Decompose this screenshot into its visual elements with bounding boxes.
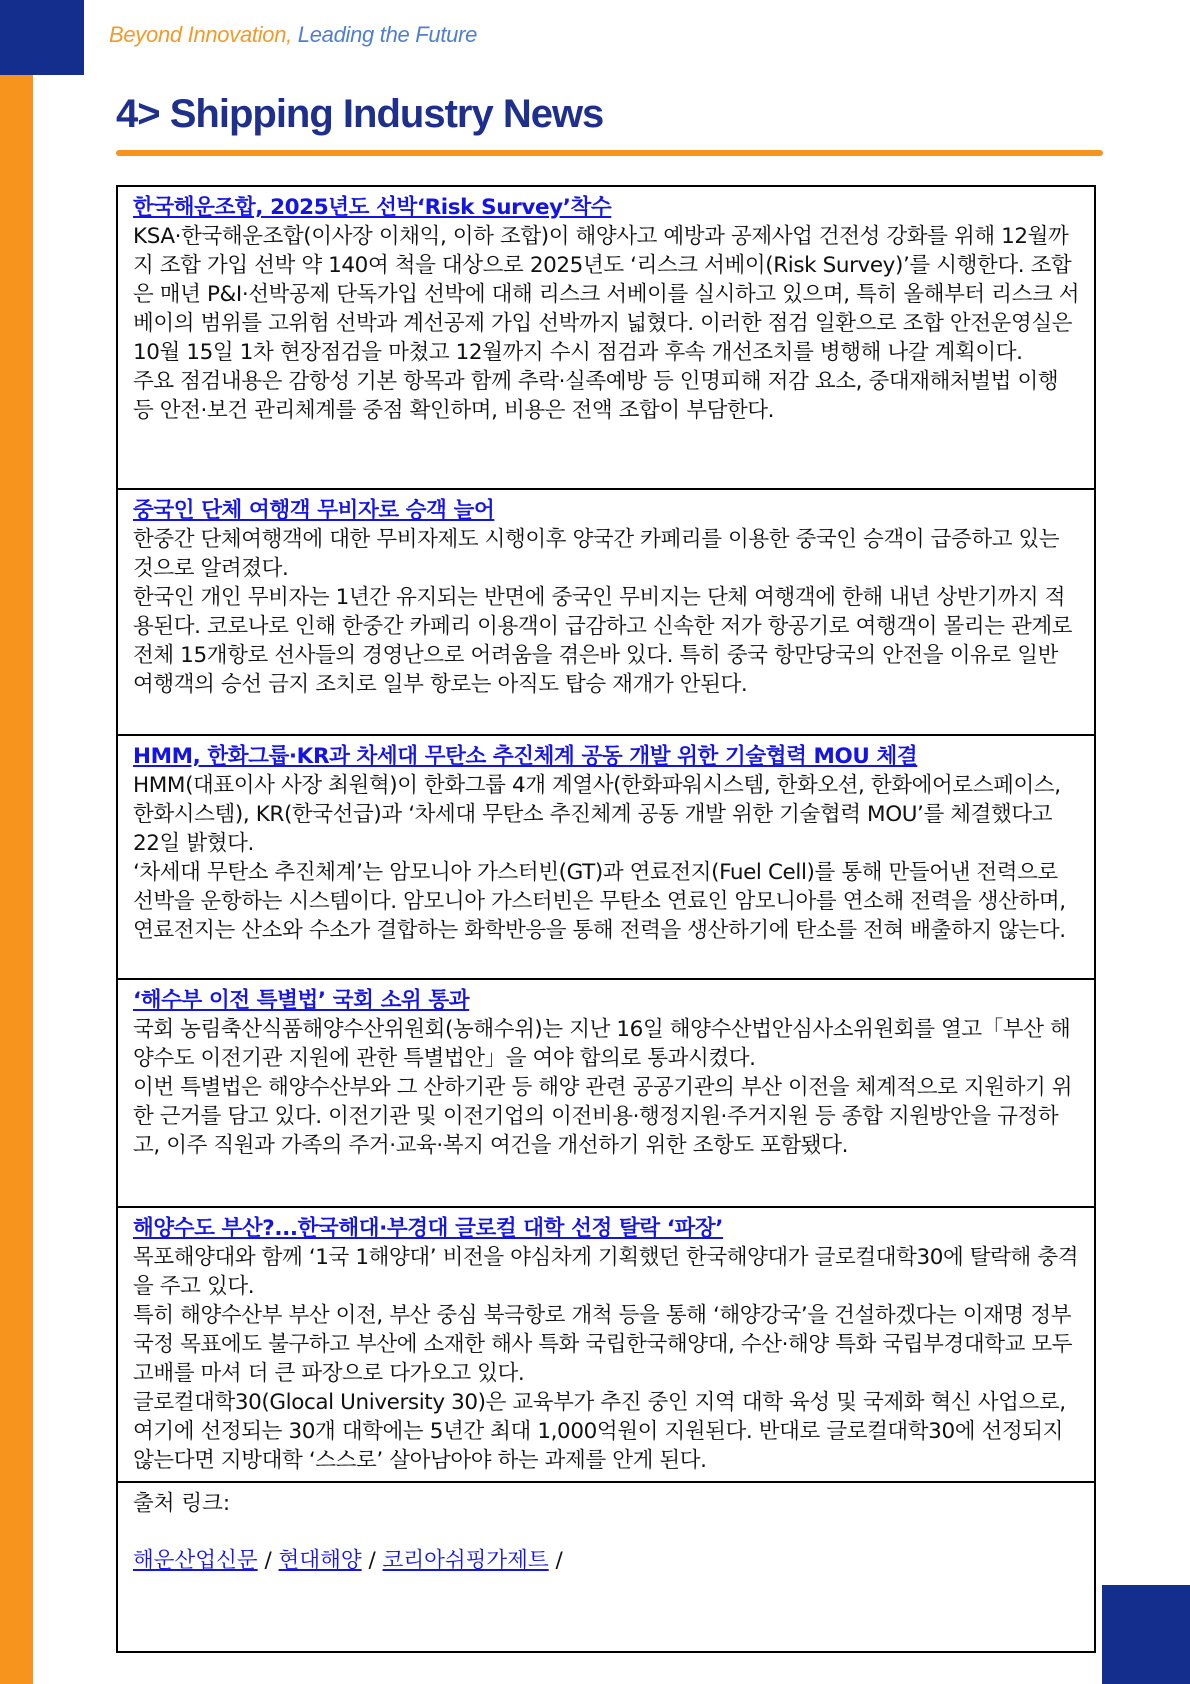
news-item xyxy=(118,490,1094,736)
news-paragraph: 목포해양대와 함께 ‘1국 1해양대’ 비전을 야심차게 기획했던 한국해양대가 글로컬대학30에 탈락해 충격을 주고 있다. xyxy=(133,1245,1079,1299)
link-separator: / xyxy=(257,1548,279,1573)
title-underline-rule xyxy=(116,150,1103,156)
news-body xyxy=(133,1243,1080,1475)
news-box xyxy=(116,185,1096,1653)
top-corner-block xyxy=(0,0,84,75)
news-paragraph: 국회 농림축산식품해양수산위원회(농해수위)는 지난 16일 해양수산법안심사소위원회를 열고「부산 해양수도 이전기관 지원에 관한 특별법안」을 여야 합의로 통과시켰다. xyxy=(133,1017,1071,1071)
source-link[interactable]: 해운산업신문 xyxy=(133,1548,258,1573)
news-paragraph: 특히 해양수산부 부산 이전, 부산 중심 북극항로 개척 등을 통해 ‘해양강국’을 건설하겠다는 이재명 정부 국정 목표에도 불구하고 부산에 소재한 해사 특화 국립한국해양대, 수산·해양 특화 국립부경대학교 모두 고배를 마셔 더 큰 파장으로 다가오고 있다. xyxy=(133,1303,1073,1386)
news-paragraph: 한중간 단체여행객에 대한 무비자제도 시행이후 양국간 카페리를 이용한 중국인 승객이 급증하고 있는 것으로 알려졌다. xyxy=(133,527,1060,581)
page-title: 4> Shipping Industry News xyxy=(116,92,604,136)
news-paragraph: 글로컬대학30(Glocal University 30)은 교육부가 추진 중인 지역 대학 육성 및 국제화 혁신 사업으로, 여기에 선정되는 30개 대학에는 5년간 최대 1,000억원이 지원된다. 반대로 글로컬대학30에 선정되지 않는다면 지방대학 ‘스스로’ 살아남아야 하는 과제를 안게 된다. xyxy=(133,1390,1066,1473)
tagline-part-1: Beyond Innovation, xyxy=(109,22,292,47)
news-item xyxy=(118,187,1094,490)
news-item xyxy=(118,980,1094,1208)
source-link[interactable]: 코리아쉬핑가제트 xyxy=(382,1548,549,1573)
news-paragraph: 주요 점검내용은 감항성 기본 항목과 함께 추락·실족예방 등 인명피해 저감 요소, 중대재해처벌법 이행 등 안전·보건 관리체계를 중점 확인하며, 비용은 전액 조합이 부담한다. xyxy=(133,369,1059,423)
news-item xyxy=(118,736,1094,980)
news-body xyxy=(133,1015,1080,1160)
news-title-link[interactable]: 한국해운조합, 2025년도 선박‘Risk Survey’착수 xyxy=(133,195,612,220)
news-paragraph: HMM(대표이사 사장 최원혁)이 한화그룹 4개 계열사(한화파워시스템, 한화오션, 한화에어로스페이스, 한화시스템), KR(한국선급)과 ‘차세대 무탄소 추진체계 공동 개발 위한 기술협력 MOU’를 체결했다고 22일 밝혔다. xyxy=(133,773,1061,856)
sources-label: 출처 링크: xyxy=(133,1491,231,1516)
link-separator: / xyxy=(548,1548,563,1573)
news-item xyxy=(118,1208,1094,1483)
news-body xyxy=(133,222,1080,425)
news-title-link[interactable]: ‘해수부 이전 특별법’ 국회 소위 통과 xyxy=(133,988,470,1013)
news-title-link[interactable]: 중국인 단체 여행객 무비자로 승객 늘어 xyxy=(133,498,495,523)
news-body xyxy=(133,525,1080,699)
news-title-link[interactable]: 해양수도 부산?...한국해대·부경대 글로컬 대학 선정 탈락 ‘파장’ xyxy=(133,1216,724,1241)
news-title-link[interactable]: HMM, 한화그룹·KR과 차세대 무탄소 추진체계 공동 개발 위한 기술협력 MOU 체결 xyxy=(133,744,918,769)
source-link[interactable]: 현대해양 xyxy=(278,1548,362,1573)
tagline-part-2: Leading the Future xyxy=(291,22,478,47)
news-body xyxy=(133,771,1080,945)
link-separator: / xyxy=(361,1548,383,1573)
bottom-corner-block xyxy=(1102,1585,1190,1684)
left-accent-bar xyxy=(0,0,33,1684)
news-paragraph: 한국인 개인 무비자는 1년간 유지되는 반면에 중국인 무비지는 단체 여행객에 한해 내년 상반기까지 적용된다. 코로나로 인해 한중간 카페리 이용객이 급감하고 신속한 저가 항공기로 여행객이 몰리는 관계로 전체 15개항로 선사들의 경영난으로 어려움을 겪은바 있다. 특히 중국 항만당국의 안전을 이유로 일반 여행객의 승선 금지 조치로 일부 항로는 아직도 탑승 재개가 안된다. xyxy=(133,585,1073,697)
sources-section xyxy=(118,1483,1094,1651)
news-paragraph: 이번 특별법은 해양수산부와 그 산하기관 등 해양 관련 공공기관의 부산 이전을 체계적으로 지원하기 위한 근거를 담고 있다. 이전기관 및 이전기업의 이전비용·행정지원·주거지원 등 종합 지원방안을 규정하고, 이주 직원과 가족의 주거·교육·복지 여건을 개선하기 위한 조항도 포함됐다. xyxy=(133,1075,1073,1158)
sources-links xyxy=(133,1546,1080,1575)
news-paragraph: KSA·한국해운조합(이사장 이채익, 이하 조합)이 해양사고 예방과 공제사업 건전성 강화를 위해 12월까지 조합 가입 선박 약 140여 척을 대상으로 2025년도 ‘리스크 서베이(Risk Survey)’를 시행한다. 조합은 매년 P&I·선박공제 단독가입 선박에 대해 리스크 서베이를 실시하고 있으며, 특히 올해부터 리스크 서베이의 범위를 고위험 선박과 계선공제 가입 선박까지 넓혔다. 이러한 점검 일환으로 조합 안전운영실은 10월 15일 1차 현장점검을 마쳤고 12월까지 수시 점검과 후속 개선조치를 병행해 나갈 계획이다. xyxy=(133,224,1080,365)
news-paragraph: ‘차세대 무탄소 추진체계’는 암모니아 가스터빈(GT)과 연료전지(Fuel Cell)를 통해 만들어낸 전력으로 선박을 운항하는 시스템이다. 암모니아 가스터빈은 무탄소 연료인 암모니아를 연소해 전력을 생산하며, 연료전지는 산소와 수소가 결합하는 화학반응을 통해 전력을 생산하기에 탄소를 전혀 배출하지 않는다. xyxy=(133,860,1066,943)
tagline xyxy=(109,22,477,48)
